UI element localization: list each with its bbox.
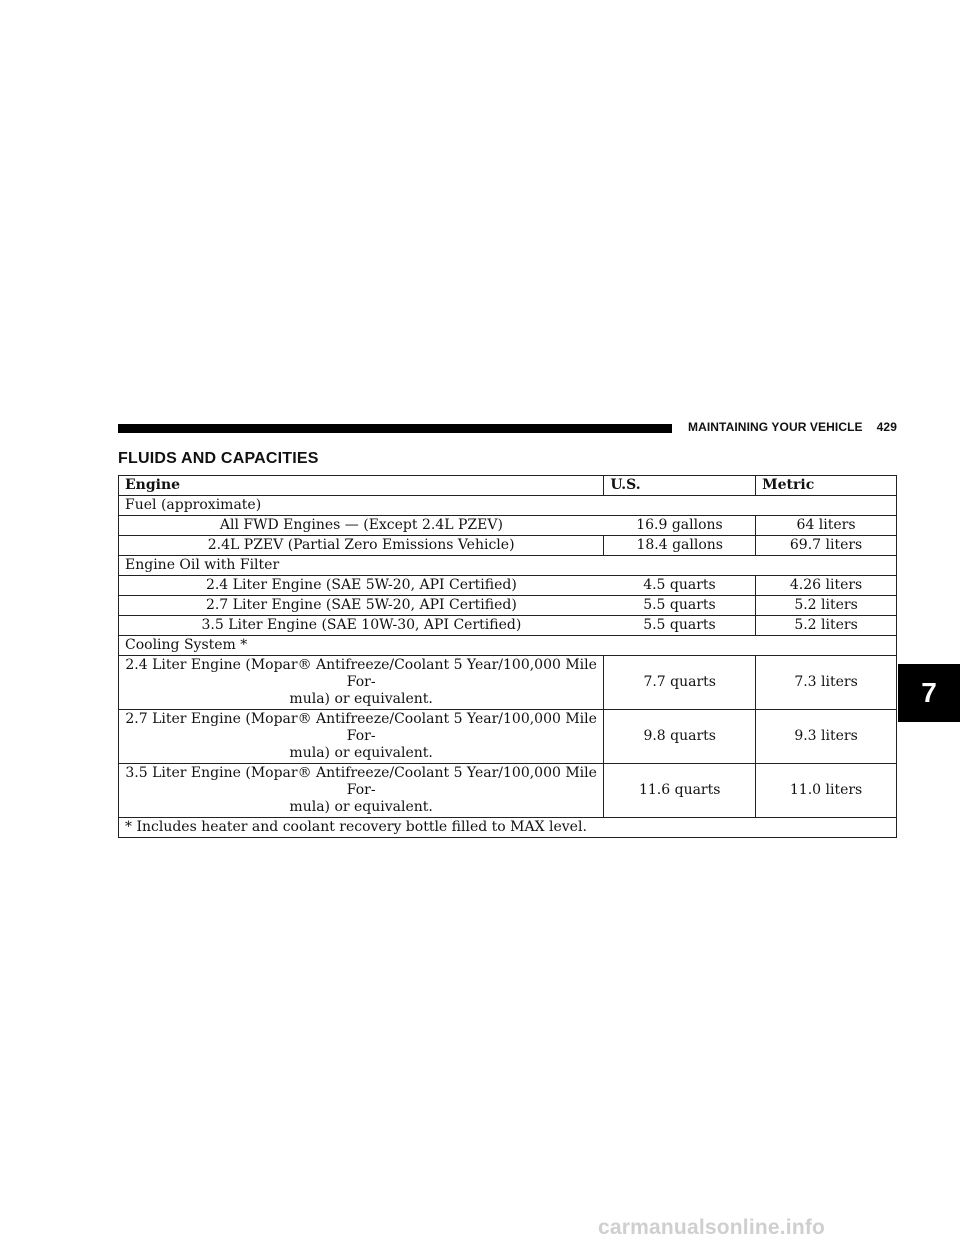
column-header-us: U.S. <box>604 476 756 496</box>
table-row <box>119 656 897 710</box>
footnote-row <box>119 818 897 838</box>
row-metric-value: 5.2 liters <box>756 616 897 636</box>
group-row-cooling-system <box>119 636 897 656</box>
row-us-value: 16.9 gallons <box>604 516 756 536</box>
running-header <box>688 420 897 434</box>
row-us-value: 7.7 quarts <box>604 656 756 710</box>
row-description <box>119 656 604 710</box>
row-description: 3.5 Liter Engine (SAE 10W-30, API Certified) <box>119 616 604 636</box>
row-description-line1: 2.4 Liter Engine (Mopar® Antifreeze/Coolant 5 Year/100,000 Mile For- <box>125 657 597 690</box>
row-metric-value: 11.0 liters <box>756 764 897 818</box>
row-metric-value: 69.7 liters <box>756 536 897 556</box>
column-header-metric: Metric <box>756 476 897 496</box>
row-metric-value: 64 liters <box>756 516 897 536</box>
table-row <box>119 596 897 616</box>
group-row-engine-oil <box>119 556 897 576</box>
fluids-capacities-table <box>118 475 897 838</box>
row-description: 2.7 Liter Engine (SAE 5W-20, API Certified) <box>119 596 604 616</box>
row-metric-value: 4.26 liters <box>756 576 897 596</box>
group-label: Cooling System * <box>119 636 897 656</box>
row-description-line1: 2.7 Liter Engine (Mopar® Antifreeze/Coolant 5 Year/100,000 Mile For- <box>125 711 597 744</box>
row-us-value: 5.5 quarts <box>604 596 756 616</box>
row-description-line2: mula) or equivalent. <box>289 691 433 707</box>
row-description: All FWD Engines — (Except 2.4L PZEV) <box>119 516 604 536</box>
chapter-tab: 7 <box>898 664 960 722</box>
group-label: Engine Oil with Filter <box>119 556 897 576</box>
column-header-engine: Engine <box>119 476 604 496</box>
table-footnote: * Includes heater and coolant recovery bottle filled to MAX level. <box>119 818 897 838</box>
row-us-value: 9.8 quarts <box>604 710 756 764</box>
row-description-line2: mula) or equivalent. <box>289 745 433 761</box>
page-number: 429 <box>876 420 897 434</box>
table-header-row <box>119 476 897 496</box>
row-description-line2: mula) or equivalent. <box>289 799 433 815</box>
row-description <box>119 764 604 818</box>
row-us-value: 11.6 quarts <box>604 764 756 818</box>
row-description <box>119 710 604 764</box>
row-metric-value: 9.3 liters <box>756 710 897 764</box>
table-row <box>119 710 897 764</box>
row-metric-value: 7.3 liters <box>756 656 897 710</box>
running-title: MAINTAINING YOUR VEHICLE <box>688 420 863 434</box>
row-us-value: 18.4 gallons <box>604 536 756 556</box>
table-row <box>119 516 897 536</box>
group-label: Fuel (approximate) <box>119 496 897 516</box>
table-row <box>119 536 897 556</box>
section-title: FLUIDS AND CAPACITIES <box>118 450 319 467</box>
row-us-value: 5.5 quarts <box>604 616 756 636</box>
table-row <box>119 616 897 636</box>
row-description: 2.4 Liter Engine (SAE 5W-20, API Certified) <box>119 576 604 596</box>
watermark-text: carmanualsonline.info <box>598 1216 826 1239</box>
table-row <box>119 576 897 596</box>
row-metric-value: 5.2 liters <box>756 596 897 616</box>
row-description-line1: 3.5 Liter Engine (Mopar® Antifreeze/Coolant 5 Year/100,000 Mile For- <box>125 765 597 798</box>
header-rule <box>118 424 672 433</box>
group-row-fuel <box>119 496 897 516</box>
row-us-value: 4.5 quarts <box>604 576 756 596</box>
row-description: 2.4L PZEV (Partial Zero Emissions Vehicle) <box>119 536 604 556</box>
table-row <box>119 764 897 818</box>
